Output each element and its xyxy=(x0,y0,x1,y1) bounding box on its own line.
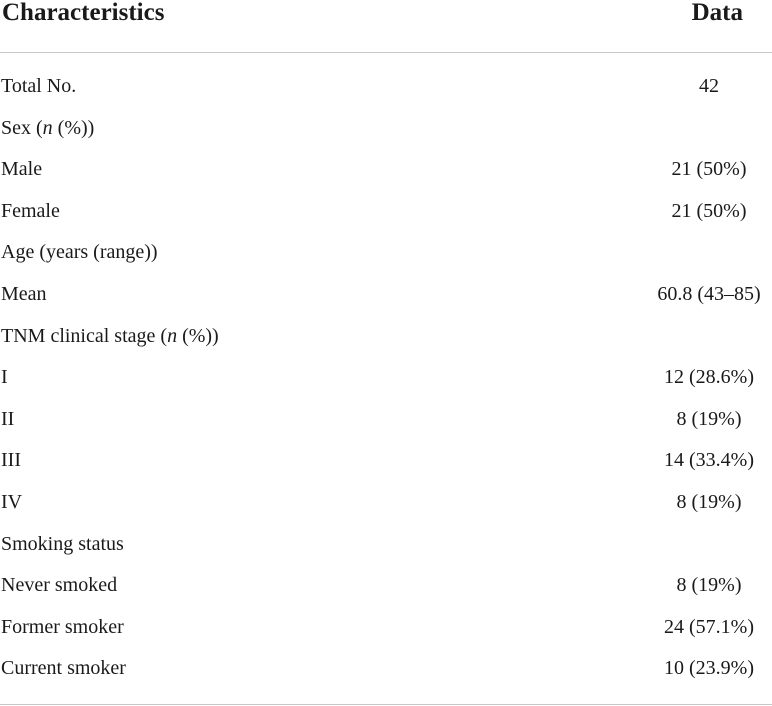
row-label: IV xyxy=(1,490,23,513)
row-value: 60.8 (43–85) xyxy=(657,282,761,305)
table-row xyxy=(0,524,772,566)
table-row xyxy=(0,108,772,150)
table-row xyxy=(0,274,772,316)
table-row xyxy=(0,316,772,358)
row-value: 42 xyxy=(699,75,719,97)
row-label: Male xyxy=(1,158,43,181)
row-label xyxy=(1,324,219,348)
table-row xyxy=(0,357,772,399)
row-value: 8 (19%) xyxy=(676,574,742,597)
row-label-text: (%)) xyxy=(177,324,219,347)
header-data: Data xyxy=(691,0,743,26)
table-row xyxy=(0,607,772,649)
table-row xyxy=(0,482,772,524)
table-row xyxy=(0,66,772,108)
table-row xyxy=(0,440,772,482)
table-row xyxy=(0,191,772,233)
row-label-italic: n xyxy=(42,116,53,139)
row-value: 10 (23.9%) xyxy=(664,657,754,680)
row-label xyxy=(1,116,94,140)
row-label: Total No. xyxy=(1,75,77,97)
table-header xyxy=(0,0,772,53)
table-row xyxy=(0,565,772,607)
row-value: 21 (50%) xyxy=(671,158,747,181)
row-label: III xyxy=(1,449,21,472)
row-label: Age (years (range)) xyxy=(1,241,158,264)
row-value: 8 (19%) xyxy=(676,490,742,513)
row-label: I xyxy=(1,366,8,389)
row-label-text: Sex ( xyxy=(1,116,43,139)
row-label: Never smoked xyxy=(1,574,118,597)
table-bottom-rule xyxy=(0,704,772,705)
table-row xyxy=(0,232,772,274)
row-label: Female xyxy=(1,199,60,222)
row-label-text: TNM clinical stage ( xyxy=(1,324,168,347)
row-label: Current smoker xyxy=(1,657,126,680)
row-label: Smoking status xyxy=(1,532,124,555)
row-label-text: (%)) xyxy=(52,116,95,139)
row-value: 14 (33.4%) xyxy=(664,449,754,472)
table-row xyxy=(0,399,772,441)
table-row xyxy=(0,149,772,191)
row-value: 8 (19%) xyxy=(676,407,742,430)
row-label: Mean xyxy=(1,282,47,305)
row-label-italic: n xyxy=(167,324,178,347)
table-body xyxy=(0,66,772,690)
row-value: 24 (57.1%) xyxy=(664,615,754,638)
header-characteristics: Characteristics xyxy=(2,0,165,26)
table-row xyxy=(0,648,772,690)
row-value: 21 (50%) xyxy=(671,199,747,222)
row-label: Former smoker xyxy=(1,615,124,638)
row-label: II xyxy=(1,407,15,430)
row-value: 12 (28.6%) xyxy=(664,366,754,389)
